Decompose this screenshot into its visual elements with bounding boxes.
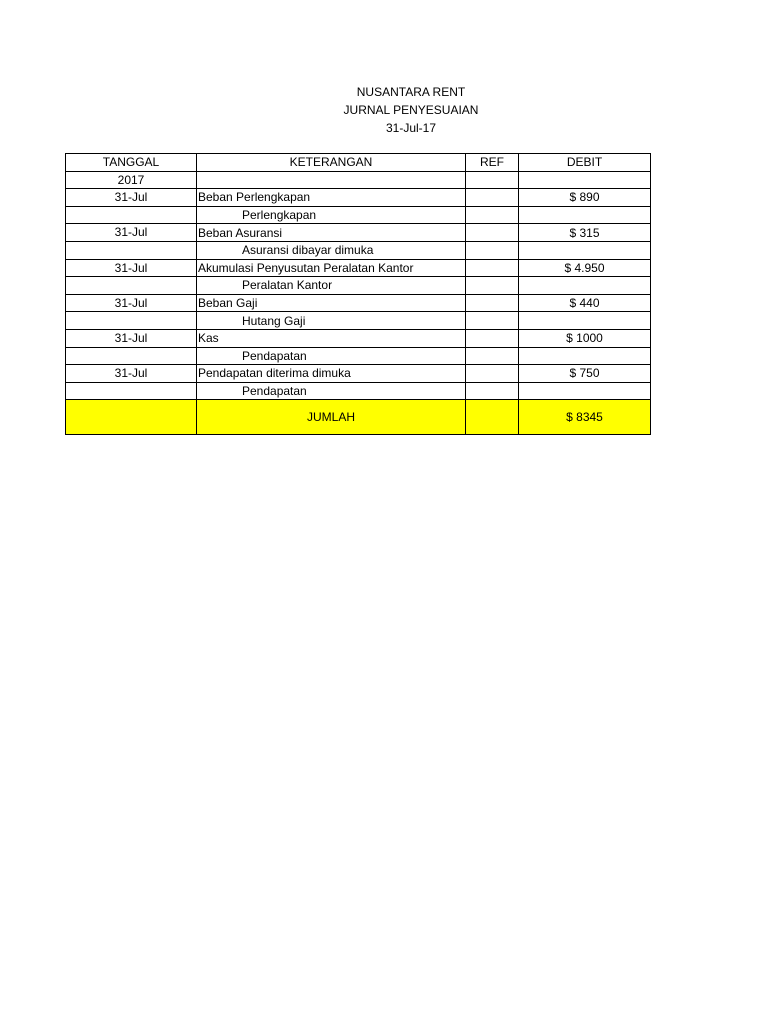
ref-cell (466, 206, 519, 224)
table-row-debit (66, 365, 651, 383)
table-row-credit (66, 206, 651, 224)
entry-date: 31-Jul (66, 365, 197, 383)
ref-cell (466, 400, 519, 435)
ref-cell (466, 382, 519, 400)
empty-cell (519, 241, 651, 259)
credit-account: Perlengkapan (197, 206, 466, 224)
total-row (66, 400, 651, 435)
table-row-debit (66, 189, 651, 207)
column-header-description: KETERANGAN (197, 154, 466, 172)
empty-cell (66, 382, 197, 400)
year-row (66, 171, 651, 189)
entry-date: 31-Jul (66, 294, 197, 312)
table-row-debit (66, 224, 651, 242)
empty-cell (519, 347, 651, 365)
debit-account: Kas (197, 329, 466, 347)
empty-cell (519, 312, 651, 330)
table-row-credit (66, 241, 651, 259)
empty-cell (197, 171, 466, 189)
column-header-date: TANGGAL (66, 154, 197, 172)
empty-cell (66, 400, 197, 435)
table-row-debit (66, 329, 651, 347)
empty-cell (66, 312, 197, 330)
debit-account: Akumulasi Penyusutan Peralatan Kantor (197, 259, 466, 277)
debit-account: Beban Perlengkapan (197, 189, 466, 207)
entry-date: 31-Jul (66, 259, 197, 277)
debit-account: Beban Gaji (197, 294, 466, 312)
table-row-credit (66, 347, 651, 365)
column-header-ref: REF (466, 154, 519, 172)
table-row-debit (66, 259, 651, 277)
credit-account: Peralatan Kantor (197, 277, 466, 295)
empty-cell (519, 171, 651, 189)
debit-account: Beban Asuransi (197, 224, 466, 242)
debit-amount: $ 4.950 (519, 259, 651, 277)
empty-cell (66, 277, 197, 295)
empty-cell (519, 382, 651, 400)
debit-amount: $ 440 (519, 294, 651, 312)
table-row-credit (66, 277, 651, 295)
debit-amount: $ 315 (519, 224, 651, 242)
ref-cell (466, 189, 519, 207)
report-date: 31-Jul-17 (385, 121, 437, 135)
ref-cell (466, 224, 519, 242)
company-name: NUSANTARA RENT (356, 85, 466, 99)
ref-cell (466, 294, 519, 312)
debit-amount: $ 890 (519, 189, 651, 207)
column-header-debit: DEBIT (519, 154, 651, 172)
table-row-credit (66, 312, 651, 330)
ref-cell (466, 241, 519, 259)
ref-cell (466, 329, 519, 347)
entry-date: 31-Jul (66, 329, 197, 347)
debit-amount: $ 1000 (519, 329, 651, 347)
total-debit: $ 8345 (519, 400, 651, 435)
empty-cell (66, 241, 197, 259)
credit-account: Pendapatan (197, 347, 466, 365)
empty-cell (466, 171, 519, 189)
credit-account: Asuransi dibayar dimuka (197, 241, 466, 259)
credit-account: Pendapatan (197, 382, 466, 400)
empty-cell (66, 206, 197, 224)
empty-cell (66, 347, 197, 365)
journal-table (65, 153, 651, 435)
debit-account: Pendapatan diterima dimuka (197, 365, 466, 383)
entry-date: 31-Jul (66, 224, 197, 242)
credit-account: Hutang Gaji (197, 312, 466, 330)
report-title: JURNAL PENYESUAIAN (343, 103, 479, 117)
table-row-credit (66, 382, 651, 400)
ref-cell (466, 312, 519, 330)
table-row-debit (66, 294, 651, 312)
ref-cell (466, 347, 519, 365)
empty-cell (519, 206, 651, 224)
ref-cell (466, 365, 519, 383)
entry-date: 31-Jul (66, 189, 197, 207)
ref-cell (466, 277, 519, 295)
year-cell: 2017 (66, 171, 197, 189)
empty-cell (519, 277, 651, 295)
table-header-row (66, 154, 651, 172)
ref-cell (466, 259, 519, 277)
total-label: JUMLAH (197, 400, 466, 435)
debit-amount: $ 750 (519, 365, 651, 383)
